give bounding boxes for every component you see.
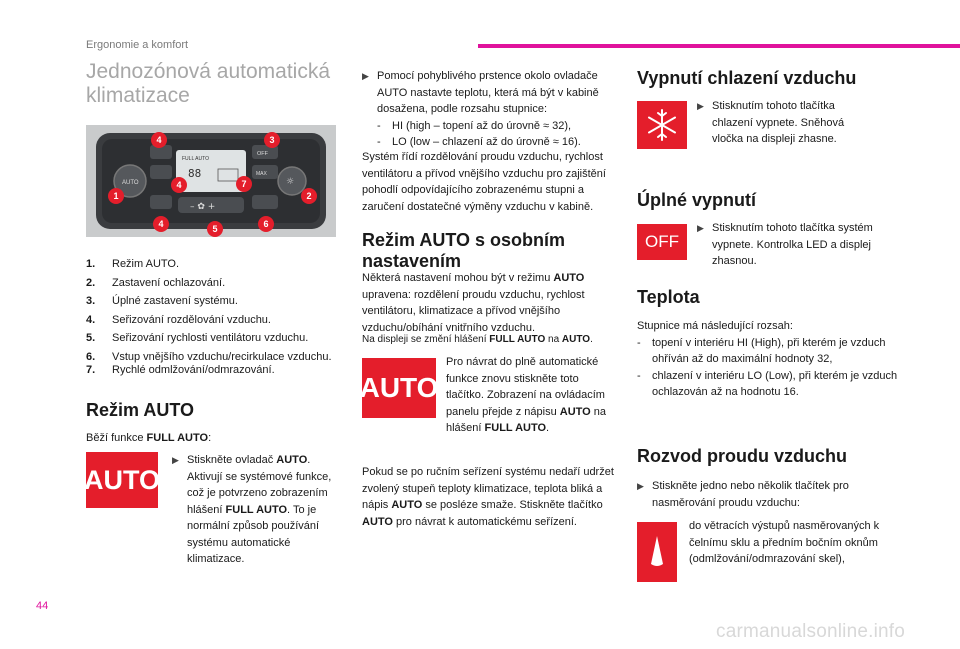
bullet-icon: ▶ xyxy=(697,223,704,233)
knob-auto-label: AUTO xyxy=(122,180,139,186)
list-item: 3. Úplné zastavení systému. xyxy=(86,295,238,308)
page-number: 44 xyxy=(36,600,49,612)
full-off-heading: Úplné vypnutí xyxy=(637,190,757,210)
svg-text:☼: ☼ xyxy=(286,177,295,187)
temperature-range: Stupnice má následující rozsah: - topení v interiéru HI (High), při kterém je vzduch ohříván až do maximální hodnoty 32, - chlazení v interiéru LO (Low), při kterém je vzduch ochlazován až na hodnotu 16. xyxy=(637,320,898,398)
callout-5: 5 xyxy=(212,224,218,234)
column-1 xyxy=(84,60,348,565)
personal-auto-heading: Režim AUTO s osobním nastavením xyxy=(362,230,566,271)
bullet-icon: ▶ xyxy=(362,71,369,81)
display-digits: 88 xyxy=(188,167,202,180)
system-description: Systém řídí rozdělování proudu vzduchu, rychlost ventilátoru a přívod vnějšího vzduchu pro zajištění pohodlí odpovídajícího zobrazenému stupni a zaručení dostatečné výměny vzduchu v kabině. xyxy=(362,151,606,213)
callout-4b: 4 xyxy=(176,180,182,190)
callout-2: 2 xyxy=(306,191,312,201)
list-item: 1. Režim AUTO. xyxy=(86,258,180,270)
temperature-knob-bullet: ▶ Pomocí pohyblivého prstence okolo ovladače AUTO nastavte teplotu, která má být v kabině dosažena, podle rozsahu stupnice: - HI (high – topení až do úrovně ≈ 32), - LO (low – chlazení až do úrovně ≈ 16). xyxy=(362,70,599,148)
temperature-heading: Teplota xyxy=(637,287,700,307)
list-item: 4. Seřizování rozdělování vzduchu. xyxy=(86,313,271,326)
callout-3: 3 xyxy=(269,135,275,145)
air-distribution-heading: Rozvod proudu vzduchu xyxy=(637,446,847,466)
personal-auto-text: Některá nastavení mohou být v režimu AUTO upravena: rozdělení proudu vzduchu, rychlost ventilátoru, klimatizace a přívod vnějšího vzduchu/obíhání vnitřního vzduchu. xyxy=(362,272,585,334)
display-label: FULL AUTO xyxy=(182,156,209,162)
max-button-label: MAX xyxy=(256,171,267,177)
list-item: 5. Seřizování rychlosti ventilátoru vzduchu. xyxy=(86,332,309,345)
off-button-icon: OFF xyxy=(637,224,687,260)
auto-return-icon: AUTO xyxy=(362,358,436,418)
callout-1: 1 xyxy=(113,191,119,201)
windscreen-vent-icon xyxy=(637,522,677,582)
section-header: Ergonomie a komfort xyxy=(86,39,189,51)
controls-legend-list xyxy=(86,257,348,381)
auto-mode-bullet: ▶ Stiskněte ovladač AUTO. Aktivují se systémové funkce, což je potvrzeno zobrazením hlášení FULL AUTO. To je normální způsob používání systému automatické klimatizace. xyxy=(172,452,348,568)
header-accent-bar xyxy=(478,44,960,48)
display-change-text: Na displeji se změní hlášení FULL AUTO na AUTO. xyxy=(362,334,593,345)
snowflake-icon xyxy=(637,101,687,149)
auto-mode-intro: Běží funkce FULL AUTO: xyxy=(86,432,212,444)
bullet-icon: ▶ xyxy=(697,101,704,111)
callout-4a: 4 xyxy=(156,135,162,145)
climate-panel-illustration xyxy=(86,125,336,237)
list-item: 2. Zastavení ochlazování. xyxy=(86,276,226,289)
return-to-auto-text: Pro návrat do plně automatické funkce znovu stiskněte toto tlačítko. Zobrazení na ovládacím panelu přejde z nápisu AUTO na hlášení FULL AUTO. xyxy=(446,356,607,434)
full-off-text: ▶ Stisknutím tohoto tlačítka systém vypnete. Kontrolka LED a displej zhasnou. xyxy=(697,220,887,270)
page-title: Jednozónová automatická klimatizace xyxy=(86,60,330,108)
callout-6: 6 xyxy=(263,219,269,229)
list-item: 6. Vstup vnějšího vzduchu/recirkulace vzduchu. xyxy=(86,351,332,364)
auto-mode-heading: Režim AUTO xyxy=(86,400,195,420)
off-button-label: OFF xyxy=(257,151,268,157)
bullet-icon: ▶ xyxy=(172,455,179,465)
cooling-off-heading: Vypnutí chlazení vzduchu xyxy=(637,68,857,88)
svg-text:– ✿ +: – ✿ + xyxy=(190,202,216,212)
windscreen-vent-text: do větracích výstupů nasměrovaných k čelnímu sklu a předním bočním oknům (odmlžování/odmrazování skel), xyxy=(689,520,880,565)
cooling-off-text: ▶ Stisknutím tohoto tlačítka chlazení vypnete. Sněhová vločka na displeji zhasne. xyxy=(697,98,877,148)
callout-4c: 4 xyxy=(158,219,164,229)
air-distribution-bullet: ▶ Stiskněte jedno nebo několik tlačítek pro nasměrování proudu vzduchu: xyxy=(637,478,899,511)
watermark: carmanualsonline.info xyxy=(716,621,906,642)
bullet-icon: ▶ xyxy=(637,481,644,491)
manual-adjust-text: Pokud se po ručním seřízení systému nedaří udržet zvolený stupeň teploty klimatizace, teplota bliká a nápis AUTO se posléze smaže. Stiskněte tlačítko AUTO pro návrat k automatickému seřízení. xyxy=(362,466,614,528)
list-item: 7. Rychlé odmlžování/odmrazování. xyxy=(86,363,275,376)
auto-button-icon: AUTO xyxy=(86,452,158,508)
callout-7: 7 xyxy=(241,179,247,189)
climate-control-panel-image xyxy=(86,125,336,237)
